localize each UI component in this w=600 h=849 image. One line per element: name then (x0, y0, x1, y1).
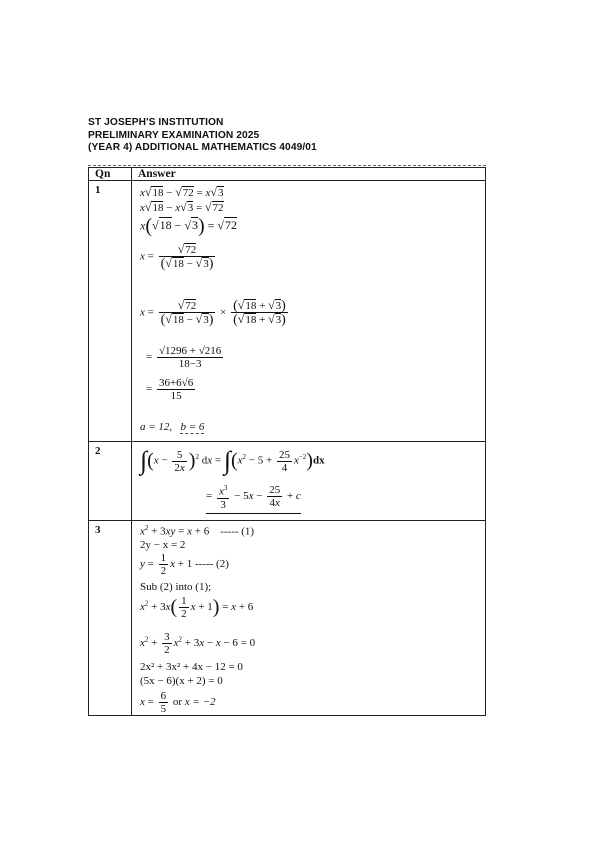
exam-header (88, 117, 317, 155)
q1-final: a = 12, b = 6 (140, 421, 205, 433)
table-row-q3 (89, 521, 486, 716)
q3-line3: y = $\frac{1}{2}$ x + 1 ----- (2) (140, 552, 229, 577)
q2-line1: ∫(x − $\frac{5}{2x}$ )$^2$ dx = $\int(x^2 - 5$ + $\frac{25}{4}$ $x^{-2})dx$ (140, 446, 325, 475)
qn-1: 1 (89, 181, 132, 442)
q3-line5: $x^2 + 3x$( $\frac{1}{2}$ x + 1) = x + 6 (140, 595, 254, 620)
q1-line5: x = $\frac{√72}{(√18 - √3)}$ × $\frac{(√18 + √3)}{(√18 + √3)}$ (140, 298, 286, 328)
qn-2: 2 (89, 442, 132, 521)
q1-line2: x√18 − x√3 = √72 (140, 200, 224, 214)
answer-q2 (132, 442, 486, 521)
table-row-q1 (89, 181, 486, 442)
q3-line1: $x^2 + 3xy = x + 6$ ----- (1) (140, 524, 255, 538)
q1-line4: x = $\frac{√72}{(√18 - √3)}$ (140, 242, 214, 272)
answer-q1 (132, 181, 486, 442)
q3-line7: 2x² + 3x² + 4x − 12 = 0 (140, 661, 243, 673)
q1-line6: = $\frac{√1296 + √216}{18-3}$ (146, 345, 222, 370)
top-divider (88, 165, 486, 166)
qn-header: Qn (89, 168, 132, 181)
q1-line3: x(√18 − √3) = √72 (140, 215, 238, 237)
q3-line8: (5x − 6)(x + 2) = 0 (140, 675, 223, 687)
paper-name: (YEAR 4) ADDITIONAL MATHEMATICS 4049/01 (88, 142, 317, 153)
q3-line9: x = $\frac{6}{5}$ or x = −2 (140, 690, 216, 715)
table-row-q2 (89, 442, 486, 521)
table-header-row (89, 168, 486, 181)
qn-3: 3 (89, 521, 132, 716)
q1-line7: = $\frac{36+6√6}{15}$ (146, 377, 194, 402)
exam-name: PRELIMINARY EXAMINATION 2025 (88, 129, 260, 141)
q3-line4: Sub (2) into (1); (140, 581, 212, 593)
answer-q3 (132, 521, 486, 716)
q3-line6: $x^2$ + $\frac{3}{2}$ $x^2 + 3x - x - 6 = 0$ (140, 631, 256, 656)
school-name: ST JOSEPH'S INSTITUTION (88, 117, 224, 128)
q1-line1: x√18 − √72 = x√3 (140, 185, 224, 199)
answer-table (88, 167, 486, 716)
answer-header: Answer (132, 168, 486, 181)
q3-line2: 2y − x = 2 (140, 539, 186, 551)
q2-line2: = $\frac{x^3}{3}$ − 5x − $\frac{25}{4x}$ + c (206, 482, 301, 514)
